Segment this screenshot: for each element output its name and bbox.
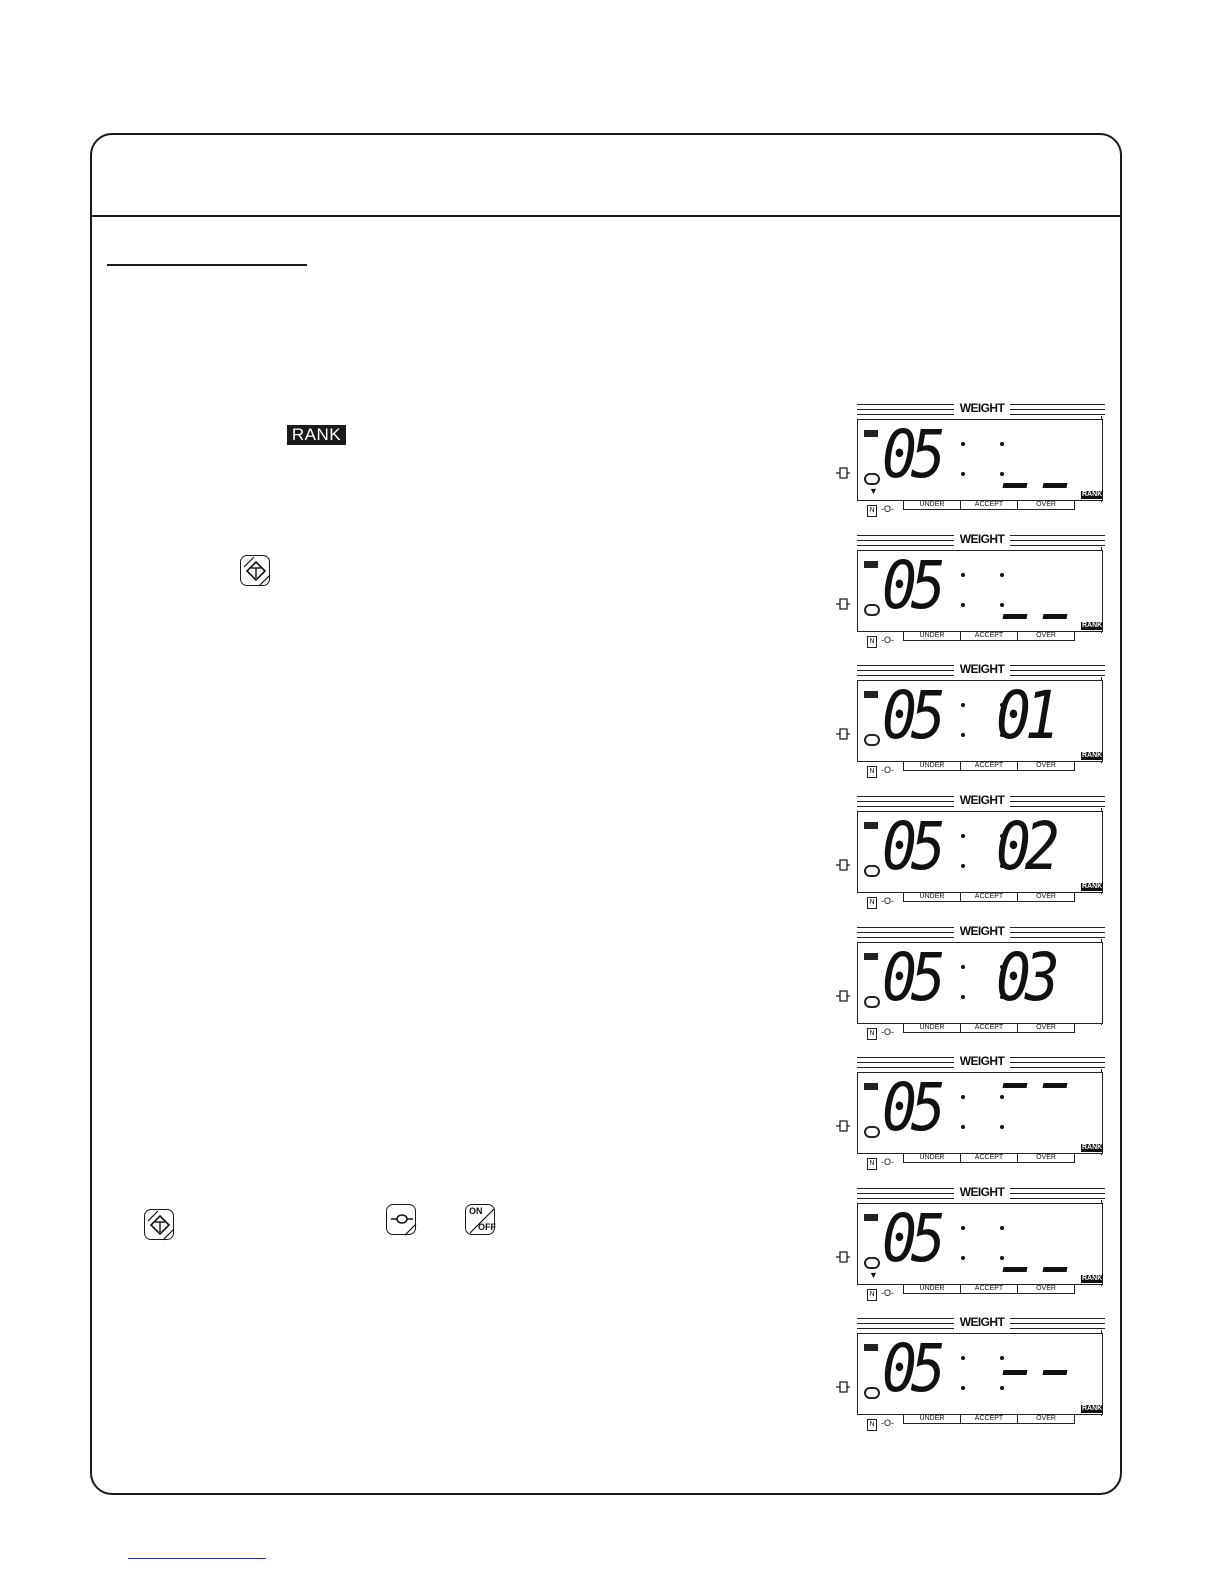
comparator-bar [903, 500, 1075, 510]
lcd-screen [857, 1200, 1103, 1285]
lcd-screen [857, 808, 1103, 893]
stable-icon [864, 734, 880, 746]
colon-dot [961, 442, 965, 446]
label-under: UNDER [904, 1415, 961, 1423]
stable-icon [864, 1257, 880, 1269]
zero-indicator: -O- [881, 765, 894, 775]
battery-icon [864, 430, 878, 437]
label-under: UNDER [904, 1154, 961, 1162]
comparator-bar [903, 1284, 1075, 1294]
lcd-display [836, 1186, 1106, 1304]
rank-indicator: RANK [1082, 1275, 1103, 1282]
colon-dot [961, 1095, 965, 1099]
label-accept: ACCEPT [961, 1415, 1018, 1423]
weight-label: WEIGHT [954, 924, 1010, 938]
dash-segment [1042, 1267, 1067, 1272]
colon-dot [961, 995, 965, 999]
tare-key-icon [240, 555, 270, 586]
colon-dot [961, 472, 965, 476]
setting-number: 05 [882, 677, 940, 754]
zero-indicator: -O- [881, 1157, 894, 1167]
label-accept: ACCEPT [961, 501, 1018, 509]
zero-indicator: -O- [881, 635, 894, 645]
lcd-screen [857, 547, 1103, 632]
label-over: OVER [1036, 1415, 1056, 1422]
weight-label: WEIGHT [954, 532, 1010, 546]
lcd-screen [857, 1069, 1103, 1154]
battery-icon [864, 561, 878, 568]
dash-segment [1002, 1083, 1027, 1088]
plug-icon [836, 1250, 848, 1262]
label-accept: ACCEPT [961, 1024, 1018, 1032]
weight-label: WEIGHT [954, 401, 1010, 415]
stable-icon [864, 865, 880, 877]
label-over: OVER [1036, 632, 1056, 639]
comparator-bar [903, 1414, 1075, 1424]
rank-indicator: RANK [1082, 752, 1103, 759]
plug-icon [836, 858, 848, 870]
weight-label: WEIGHT [954, 1054, 1010, 1068]
comparator-bar [903, 1153, 1075, 1163]
arrow-indicator: ▼ [869, 486, 878, 496]
battery-icon [864, 822, 878, 829]
lcd-display [836, 1055, 1106, 1173]
stable-icon [864, 473, 880, 485]
battery-icon [864, 953, 878, 960]
label-under: UNDER [904, 632, 961, 640]
lcd-screen [857, 416, 1103, 501]
stable-icon [864, 996, 880, 1008]
page-link-underline[interactable] [128, 1558, 266, 1559]
plug-icon [836, 1119, 848, 1131]
battery-icon [864, 1344, 878, 1351]
dash-segment [1042, 1370, 1067, 1375]
weight-label: WEIGHT [954, 662, 1010, 676]
colon-dot [961, 573, 965, 577]
frame-header-divider [92, 215, 1120, 217]
plug-icon [836, 989, 848, 1001]
colon-dot [961, 1356, 965, 1360]
off-label: OFF [478, 1222, 496, 1232]
dash-segment [1042, 1083, 1067, 1088]
n-indicator: N [867, 1158, 877, 1170]
colon-dot [961, 603, 965, 607]
lcd-screen [857, 677, 1103, 762]
lcd-display [836, 663, 1106, 781]
plug-icon [836, 597, 848, 609]
dash-segment [1002, 614, 1027, 619]
n-indicator: N [867, 1419, 877, 1431]
stable-icon [864, 1126, 880, 1138]
comparator-bar [903, 892, 1075, 902]
label-accept: ACCEPT [961, 1154, 1018, 1162]
setting-number: 05 [882, 547, 940, 624]
n-indicator: N [867, 1289, 877, 1301]
lcd-screen [857, 1330, 1103, 1415]
battery-icon [864, 691, 878, 698]
n-indicator: N [867, 636, 877, 648]
label-over: OVER [1036, 1285, 1056, 1292]
arrow-indicator: ▼ [869, 1270, 878, 1280]
tare-key-icon [144, 1209, 174, 1240]
dash-segment [1002, 1370, 1027, 1375]
setting-number: 05 [882, 808, 940, 885]
label-under: UNDER [904, 1024, 961, 1032]
colon-dot [961, 1256, 965, 1260]
colon-dot [961, 733, 965, 737]
label-under: UNDER [904, 1285, 961, 1293]
n-indicator: N [867, 766, 877, 778]
stable-icon [864, 1387, 880, 1399]
colon-dot [961, 1386, 965, 1390]
label-over: OVER [1036, 1154, 1056, 1161]
plug-icon [836, 1380, 848, 1392]
n-indicator: N [867, 897, 877, 909]
stable-icon [864, 604, 880, 616]
zero-key-icon [386, 1204, 416, 1235]
rank-indicator: RANK [1082, 1144, 1103, 1151]
label-over: OVER [1036, 893, 1056, 900]
setting-number: 05 [882, 416, 940, 493]
zero-indicator: -O- [881, 1027, 894, 1037]
colon-dot [961, 965, 965, 969]
dash-segment [1042, 614, 1067, 619]
label-accept: ACCEPT [961, 893, 1018, 901]
label-over: OVER [1036, 1024, 1056, 1031]
setting-number: 05 [882, 1200, 940, 1277]
n-indicator: N [867, 505, 877, 517]
battery-icon [864, 1214, 878, 1221]
battery-icon [864, 1083, 878, 1090]
section-heading-rule [107, 264, 307, 266]
label-under: UNDER [904, 893, 961, 901]
rank-indicator: RANK [1082, 622, 1103, 629]
comparator-bar [903, 1023, 1075, 1033]
dash-segment [1002, 483, 1027, 488]
lcd-display [836, 402, 1106, 520]
label-accept: ACCEPT [961, 632, 1018, 640]
lcd-display [836, 533, 1106, 651]
on-off-key-icon [465, 1204, 495, 1235]
dash-segment [1002, 1267, 1027, 1272]
setting-value: 03 [996, 939, 1054, 1016]
lcd-screen [857, 939, 1103, 1024]
on-label: ON [469, 1206, 483, 1216]
setting-value: 01 [996, 677, 1054, 754]
label-over: OVER [1036, 762, 1056, 769]
colon-dot [961, 703, 965, 707]
rank-key-label: RANK [287, 425, 346, 445]
setting-value: 02 [996, 808, 1054, 885]
label-over: OVER [1036, 501, 1056, 508]
weight-label: WEIGHT [954, 793, 1010, 807]
lcd-display [836, 794, 1106, 912]
rank-indicator: RANK [1082, 883, 1103, 890]
weight-label: WEIGHT [954, 1315, 1010, 1329]
plug-icon [836, 466, 848, 478]
zero-indicator: -O- [881, 504, 894, 514]
label-under: UNDER [904, 762, 961, 770]
label-accept: ACCEPT [961, 1285, 1018, 1293]
colon-dot [961, 834, 965, 838]
comparator-bar [903, 761, 1075, 771]
zero-indicator: -O- [881, 896, 894, 906]
rank-indicator: RANK [1082, 491, 1103, 498]
label-accept: ACCEPT [961, 762, 1018, 770]
zero-indicator: -O- [881, 1288, 894, 1298]
setting-number: 05 [882, 1069, 940, 1146]
weight-label: WEIGHT [954, 1185, 1010, 1199]
lcd-display [836, 1316, 1106, 1434]
colon-dot [961, 1226, 965, 1230]
lcd-display [836, 925, 1106, 1043]
comparator-bar [903, 631, 1075, 641]
colon-dot [961, 1125, 965, 1129]
zero-indicator: -O- [881, 1418, 894, 1428]
setting-number: 05 [882, 1330, 940, 1407]
label-under: UNDER [904, 501, 961, 509]
n-indicator: N [867, 1028, 877, 1040]
dash-segment [1042, 483, 1067, 488]
setting-number: 05 [882, 939, 940, 1016]
rank-indicator: RANK [1082, 1405, 1103, 1412]
plug-icon [836, 727, 848, 739]
colon-dot [961, 864, 965, 868]
